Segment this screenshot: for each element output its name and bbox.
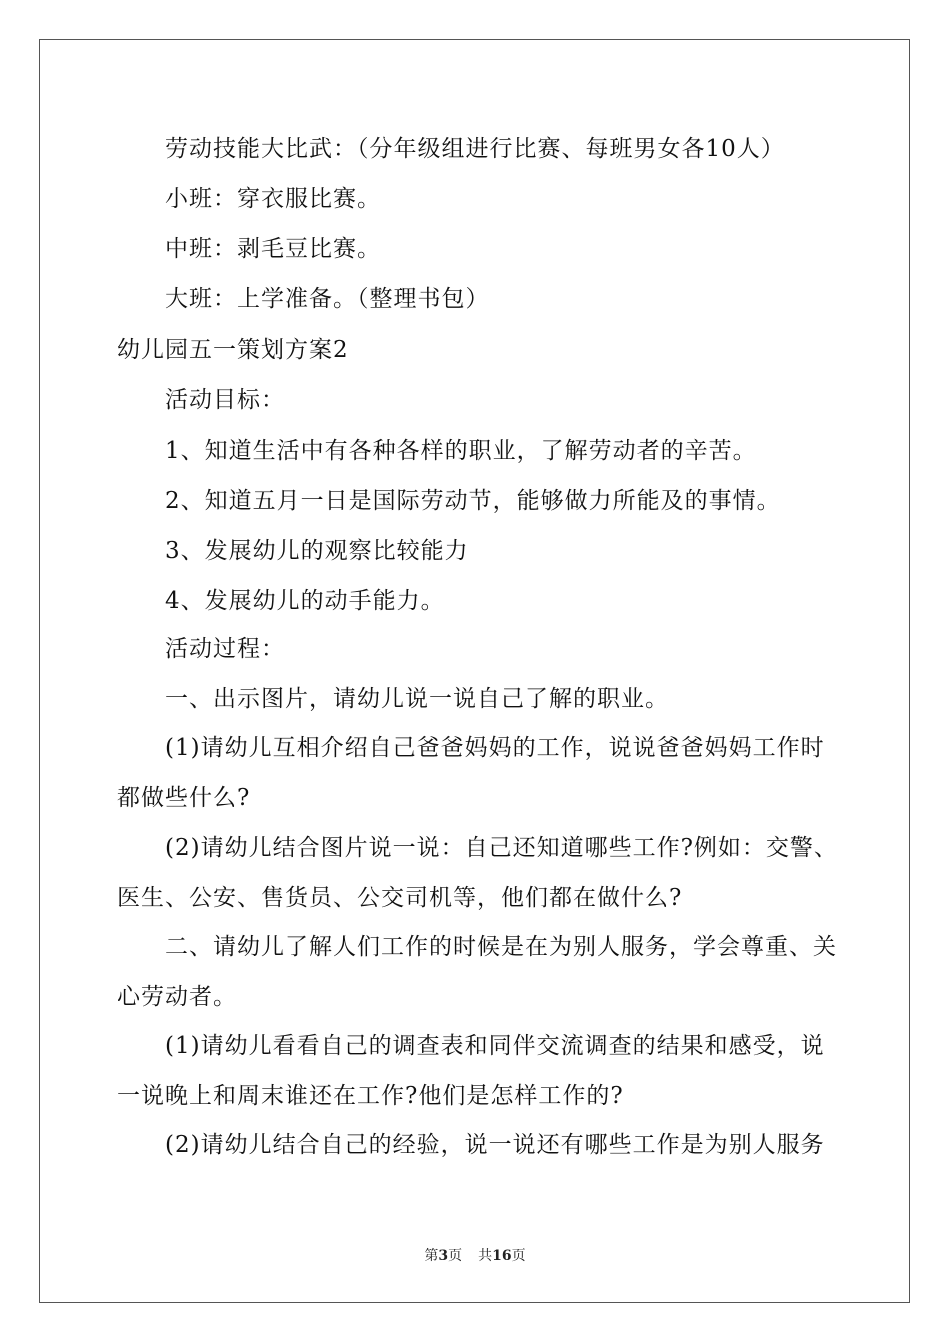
paragraph-line: 劳动技能大比武：（分年级组进行比赛、每班男女各10人） bbox=[165, 136, 785, 162]
total-prefix: 共 bbox=[478, 1248, 493, 1264]
paragraph-line: 心劳动者。 bbox=[117, 984, 237, 1010]
paragraph-line: 活动过程： bbox=[165, 636, 285, 662]
paragraph-line: (1)请幼儿看看自己的调查表和同伴交流调查的结果和感受，说 bbox=[165, 1033, 825, 1059]
paragraph-line: 小班：穿衣服比赛。 bbox=[165, 186, 381, 212]
section-heading: 幼儿园五一策划方案2 bbox=[117, 337, 349, 363]
paragraph-line: 3、发展幼儿的观察比较能力 bbox=[165, 538, 469, 564]
paragraph-line: 1、知道生活中有各种各样的职业，了解劳动者的辛苦。 bbox=[165, 438, 757, 464]
total-unit: 页 bbox=[511, 1248, 526, 1264]
paragraph-line: 活动目标： bbox=[165, 387, 285, 413]
page-unit: 页 bbox=[448, 1248, 463, 1264]
paragraph-line: 二、请幼儿了解人们工作的时候是在为别人服务，学会尊重、关 bbox=[165, 934, 837, 960]
paragraph-line: 一说晚上和周末谁还在工作?他们是怎样工作的? bbox=[117, 1083, 624, 1109]
current-page-number: 3 bbox=[438, 1248, 449, 1264]
paragraph-line: 大班：上学准备。（整理书包） bbox=[165, 286, 490, 312]
paragraph-line: 医生、公安、售货员、公交司机等，他们都在做什么? bbox=[117, 885, 683, 911]
page-border bbox=[39, 39, 910, 1303]
paragraph-line: 一、出示图片，请幼儿说一说自己了解的职业。 bbox=[165, 686, 669, 712]
paragraph-line: 2、知道五月一日是国际劳动节，能够做力所能及的事情。 bbox=[165, 488, 781, 514]
paragraph-line: 中班：剥毛豆比赛。 bbox=[165, 236, 381, 262]
page-prefix: 第 bbox=[424, 1248, 439, 1264]
paragraph-line: 4、发展幼儿的动手能力。 bbox=[165, 588, 445, 614]
paragraph-line: 都做些什么? bbox=[117, 785, 251, 811]
total-pages-number: 16 bbox=[492, 1248, 512, 1264]
paragraph-line: (1)请幼儿互相介绍自己爸爸妈妈的工作，说说爸爸妈妈工作时 bbox=[165, 735, 825, 761]
page-footer bbox=[0, 1247, 950, 1265]
paragraph-line: (2)请幼儿结合自己的经验，说一说还有哪些工作是为别人服务 bbox=[165, 1132, 825, 1158]
paragraph-line: (2)请幼儿结合图片说一说：自己还知道哪些工作?例如：交警、 bbox=[165, 835, 838, 861]
